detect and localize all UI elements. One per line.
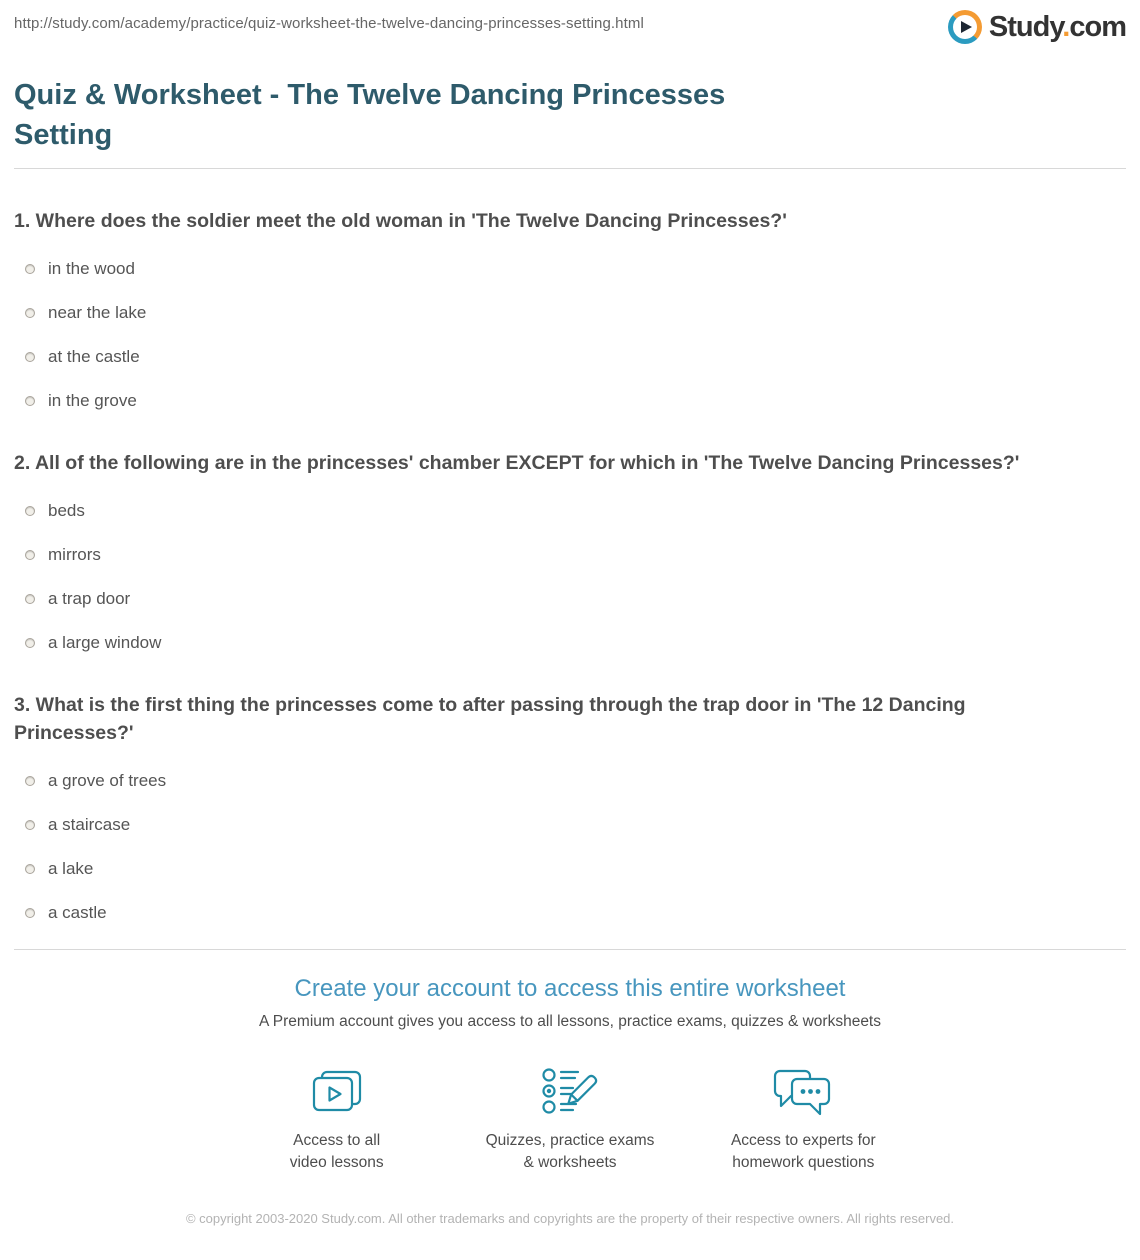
question-3-option-1[interactable] <box>14 771 1126 791</box>
title-divider <box>14 168 1126 169</box>
option-label: at the castle <box>48 347 140 367</box>
question-3 <box>14 691 1126 923</box>
radio-button[interactable] <box>25 550 35 560</box>
option-label: a castle <box>48 903 107 923</box>
question-3-text: 3. What is the first thing the princesses come to after passing through the trap door in 'The 12 Dancing Princesses?' <box>14 694 966 745</box>
play-triangle-icon <box>961 21 972 33</box>
question-1-option-4[interactable] <box>14 391 1126 411</box>
question-1-options <box>14 259 1126 411</box>
radio-button[interactable] <box>25 506 35 516</box>
question-2-options <box>14 501 1126 653</box>
copyright-text: © copyright 2003-2020 Study.com. All other trademarks and copyrights are the property of their respective owners. All rights reserved. <box>185 1210 955 1226</box>
question-3-option-3[interactable] <box>14 859 1126 879</box>
radio-button[interactable] <box>25 594 35 604</box>
question-1-option-2[interactable] <box>14 303 1126 323</box>
question-3-option-2[interactable] <box>14 815 1126 835</box>
question-1 <box>14 207 1126 411</box>
question-3-options <box>14 771 1126 923</box>
radio-button[interactable] <box>25 864 35 874</box>
option-label: a trap door <box>48 589 131 609</box>
logo-text <box>989 10 1126 44</box>
logo-word-study: Study <box>988 11 1063 43</box>
feature-label: Access to experts for homework questions <box>730 1131 876 1172</box>
quizzes-worksheets-icon <box>453 1063 686 1121</box>
studycom-play-icon <box>948 10 982 44</box>
signup-section <box>14 950 1126 1175</box>
question-3-option-4[interactable] <box>14 903 1126 923</box>
premium-subheading: A Premium account gives you access to all lessons, practice exams, quizzes & worksheets <box>259 1012 881 1030</box>
studycom-logo[interactable] <box>948 10 1126 44</box>
option-label: a large window <box>48 633 162 653</box>
video-lessons-icon <box>220 1063 453 1121</box>
page-url: http://study.com/academy/practice/quiz-worksheet-the-twelve-dancing-princesses-setting.html <box>14 15 644 32</box>
option-label: a lake <box>48 859 94 879</box>
feature-quizzes-worksheets <box>453 1063 686 1175</box>
top-bar <box>14 0 1126 62</box>
question-1-option-3[interactable] <box>14 347 1126 367</box>
question-2 <box>14 449 1126 653</box>
radio-button[interactable] <box>25 908 35 918</box>
page-footer <box>14 1209 1126 1260</box>
feature-video-lessons <box>220 1063 453 1175</box>
chat-experts-icon <box>687 1063 920 1121</box>
logo-dot: . <box>1062 11 1070 43</box>
create-account-link[interactable]: Create your account to access this entire worksheet <box>294 975 846 1003</box>
feature-list <box>220 1063 920 1175</box>
feature-homework-experts <box>687 1063 920 1175</box>
radio-button[interactable] <box>25 638 35 648</box>
question-2-option-1[interactable] <box>14 501 1126 521</box>
feature-label: Access to all video lessons <box>289 1131 384 1172</box>
option-label: a grove of trees <box>48 771 167 791</box>
question-1-text: 1. Where does the soldier meet the old woman in 'The Twelve Dancing Princesses?' <box>14 210 787 233</box>
option-label: near the lake <box>48 303 147 323</box>
option-label: a staircase <box>48 815 131 835</box>
radio-button[interactable] <box>25 820 35 830</box>
question-1-option-1[interactable] <box>14 259 1126 279</box>
question-2-option-4[interactable] <box>14 633 1126 653</box>
option-label: beds <box>48 501 85 521</box>
question-2-text: 2. All of the following are in the princesses' chamber EXCEPT for which in 'The Twelve Dancing Princesses?' <box>14 452 1020 475</box>
feature-label: Quizzes, practice exams & worksheets <box>485 1131 655 1172</box>
option-label: mirrors <box>48 545 101 565</box>
radio-button[interactable] <box>25 308 35 318</box>
option-label: in the grove <box>48 391 137 411</box>
radio-button[interactable] <box>25 264 35 274</box>
radio-button[interactable] <box>25 352 35 362</box>
logo-word-com: com <box>1069 11 1126 43</box>
question-2-option-2[interactable] <box>14 545 1126 565</box>
page-title: Quiz & Worksheet - The Twelve Dancing Princesses Setting <box>14 79 726 152</box>
option-label: in the wood <box>48 259 135 279</box>
quiz-questions <box>14 207 1126 949</box>
radio-button[interactable] <box>25 396 35 406</box>
radio-button[interactable] <box>25 776 35 786</box>
question-2-option-3[interactable] <box>14 589 1126 609</box>
